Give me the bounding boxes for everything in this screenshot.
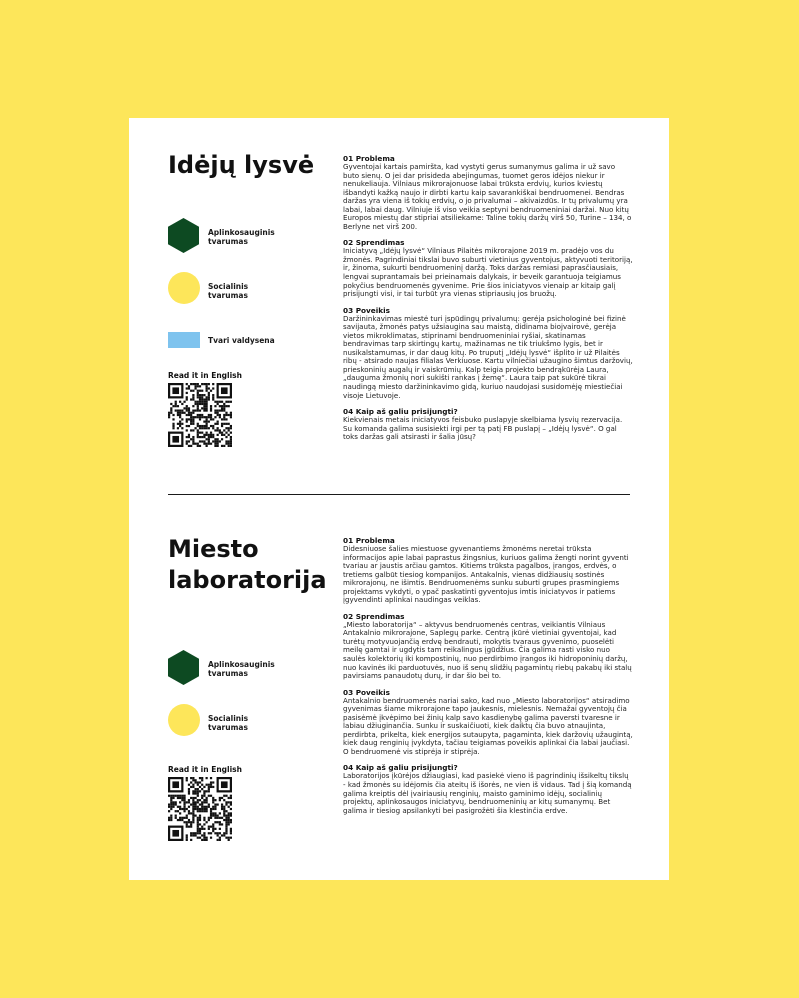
block-heading: 01 Problema xyxy=(343,536,395,545)
hexagon-icon xyxy=(168,650,199,685)
body-text xyxy=(343,154,633,449)
body-text xyxy=(343,536,633,822)
block-text: Iniciatyvą „Idėjų lysvė“ Vilniaus Pilaitės mikrorajone 2019 m. pradėjo vos du žmonės. Pagrindiniai tikslai buvo suburti vietinius gyventojus, aktyvuoti teritoriją, ir, žinoma, sukurti bendruomeninį daržą. Toks daržas remiasi paprasčiausiais, lengvai suprantamais bei prieinamais dalykais, ir beveik garantuoja teigiamus pokyčius bendruomenės gyvenime. Prie šios iniciatyvos vienaip ar kitaip galį prisijungti visi, ir tai turbūt yra vienas stipriausių jos bruožų. xyxy=(343,246,633,299)
section-miesto-laboratorija xyxy=(129,516,669,880)
block-text: Gyventojai kartais pamiršta, kad vystyti gerus sumanymus galima ir už savo buto sienų. O jei dar prisideda abejingumas, tuomet geros idėjos niekur ir nenukeliauja. Vilniaus mikrorajonuose labai trūksta erdvių, kurios kviestų išbandyti kažką naujo ir dirbti kartu kaip savarankiškai bendruomenei. Bendras daržas yra viena iš tokių erdvių, o jo privalumai – akivaizdūs. Ir tų privalumų yra labai, labai daug. Vilniuje iš viso veikia septyni bendruomeniniai daržai. Nuo kitų Europos miestų dar stipriai atsiliekame: Taline tokių daržų virš 50, Turine – 134, o Berlyne net virš 200. xyxy=(343,162,632,231)
block-heading: 03 Poveikis xyxy=(343,687,390,697)
tag-label: Socialinis tvarumas xyxy=(208,714,249,732)
qr-code-icon[interactable] xyxy=(168,383,232,447)
text-block xyxy=(343,306,633,400)
text-block xyxy=(343,407,633,442)
text-block xyxy=(343,238,633,298)
tag-label: Aplinkosauginis tvarumas xyxy=(208,228,275,246)
poster-card xyxy=(129,118,669,880)
rectangle-icon xyxy=(168,332,200,348)
text-block xyxy=(343,688,633,757)
section-divider xyxy=(168,494,630,495)
tag-label: Socialinis tvarumas xyxy=(208,282,249,300)
block-heading: 04 Kaip aš galiu prisijungti? xyxy=(343,763,458,773)
circle-icon xyxy=(168,272,200,304)
hexagon-icon xyxy=(168,218,199,253)
block-text: Antakalnio bendruomenės nariai sako, kad nuo „Miesto laboratorijos“ atsiradimo gyvenimas šiame mikrorajone tapo jaukesnis, mielesnis. Nemažai gyventojų čia pasisėmė įkvėpimo bei žinių kalp savo kasdienybę galima paversti tvaresne ir labiau džiuginančia. Sunku ir suskaičiuoti, kiek daiktų čia buvo atnaujinta, perdirbta, prikelta, kiek energijos sutaupyta, pagaminta, kiek daržovių užaugintą, kiek daug renginių įvykdyta, tačiau teigiamas poveikis aplinkai čia labai jaučiasi. O bendruomenė vis stiprėja ir stiprėja. xyxy=(343,695,633,756)
block-text: Kiekvienais metais iniciatyvos feisbuko puslapyje skelbiama lysvių rezervacija. Su komanda galima susisiekti irgi per tą patį FB puslapį – „Idėjų lysvė“. O gal toks daržas gali atsirasti ir šalia jūsų? xyxy=(343,415,623,442)
circle-icon xyxy=(168,704,200,736)
block-heading: 02 Sprendimas xyxy=(343,611,405,621)
section-title: Miesto laboratorija xyxy=(168,535,327,594)
section-ideju-lysve xyxy=(129,118,669,488)
block-heading: 04 Kaip aš galiu prisijungti? xyxy=(343,407,458,417)
block-text: Daržininkavimas miestė turi įspūdingų privalumų: gerėja psichologinė bei fizinė savijauta, žmonės patys užsiaugina sau maistą, didinama biojvairovė, gerėja vietos mikroklimatas, stiprinami bendruomeniniai ryšiai, skatinamas bendravimas tarp skirtingų kartų, mažinamas ne tik triukšmo lygis, bet ir nusikalstamumas, ir dar daug kitų. Po truputį „Idėjų lysvė“ išplito ir už Pilaitės ribų - atsirado naujas filialas Verkiuose. Kartu vilniečiai užaugino šimtus daržovių, prieskoninių augalų ir vaiskrūmių. Kalp teigia projekto bendrąkūrėja Laura, „dauguma žmonių nori sukišti rankas į žemę“. Laura taip pat sukūrė tikrai naudingą miesto daržininkavimo gidą, kuriuo naudojasi susidomėję miestiečiai visoje Lietuvoje. xyxy=(343,313,633,400)
text-block xyxy=(343,612,633,681)
qr-code-icon[interactable] xyxy=(168,777,232,841)
text-block xyxy=(343,536,633,605)
tag-label: Tvari valdysena xyxy=(208,336,275,345)
block-text: „Miesto laboratorija“ – aktyvus bendruomenės centras, veikiantis Vilniaus Antakalnio mikrorajone, Saplegų parke. Centrą įkūrė vietiniai gyventojai, kad turėtų motyvuojančią erdvę bendrauti, mokytis tvaraus gyvenimo, puoselėti meilę gamtai ir ugdytis tam reikalingus įgūdžius. Čia galima rasti visko nuo saulės kolektorių iki kompostinių, nuo perdirbimo įrangos iki hidroponinių daržų, nuo kavinės iki parduotuvės, nuo iš senų slidžių pagamintų riebų pakabų iki stalų pavirsiams panaudotų durų, ir dar šio bei to. xyxy=(343,619,632,681)
text-block xyxy=(343,763,633,815)
text-block xyxy=(343,154,633,231)
block-text: Laboratorijos įkūrėjos džiaugiasi, kad pasiekė vieno iš pagrindinių išsikeltų tikslų - kad žmonės su idėjomis čia ateitų iš išorės, ne vien iš vidaus. Tad į šią komandą galima kreiptis dėl įvairiausių renginių, maisto gaminimo idėjų, socialinių projektų, aplinkosaugos iniciatyvų, bendruomeninių ar kitų sumanymų. Bet galima ir tiesiog apsilankyti bei pasigrožėti šia klestinčia erdve. xyxy=(343,771,632,815)
section-title: Idėjų lysvė xyxy=(168,151,315,179)
block-heading: 02 Sprendimas xyxy=(343,238,405,248)
block-heading: 03 Poveikis xyxy=(343,305,390,315)
block-heading: 01 Problema xyxy=(343,154,395,163)
block-text: Didesniuose šalies miestuose gyvenantiems žmonėms neretai trūksta informacijos apie labai paprastus žingsnius, kuriuos galima žengti norint gyventi tvariau ar jaustis arčiau gamtos. Kitiems trūksta pagalbos, įrangos, erdvės, o tretiems galbūt tiesiog kompanijos. Antakalnis, vienas didžiausių sostinės mikrorajonų, ne išimtis. Bendruomenėms sunku suburti grupes prasmingiems projektams vykdyti, o ypač paskatinti gyventojus imtis iniciatyvos ir patiems įgyvendinti aplinkai naudingas veiklas. xyxy=(343,544,629,605)
tag-label: Aplinkosauginis tvarumas xyxy=(208,660,275,678)
read-in-english-label: Read it in English xyxy=(168,765,242,774)
read-in-english-label: Read it in English xyxy=(168,371,242,380)
